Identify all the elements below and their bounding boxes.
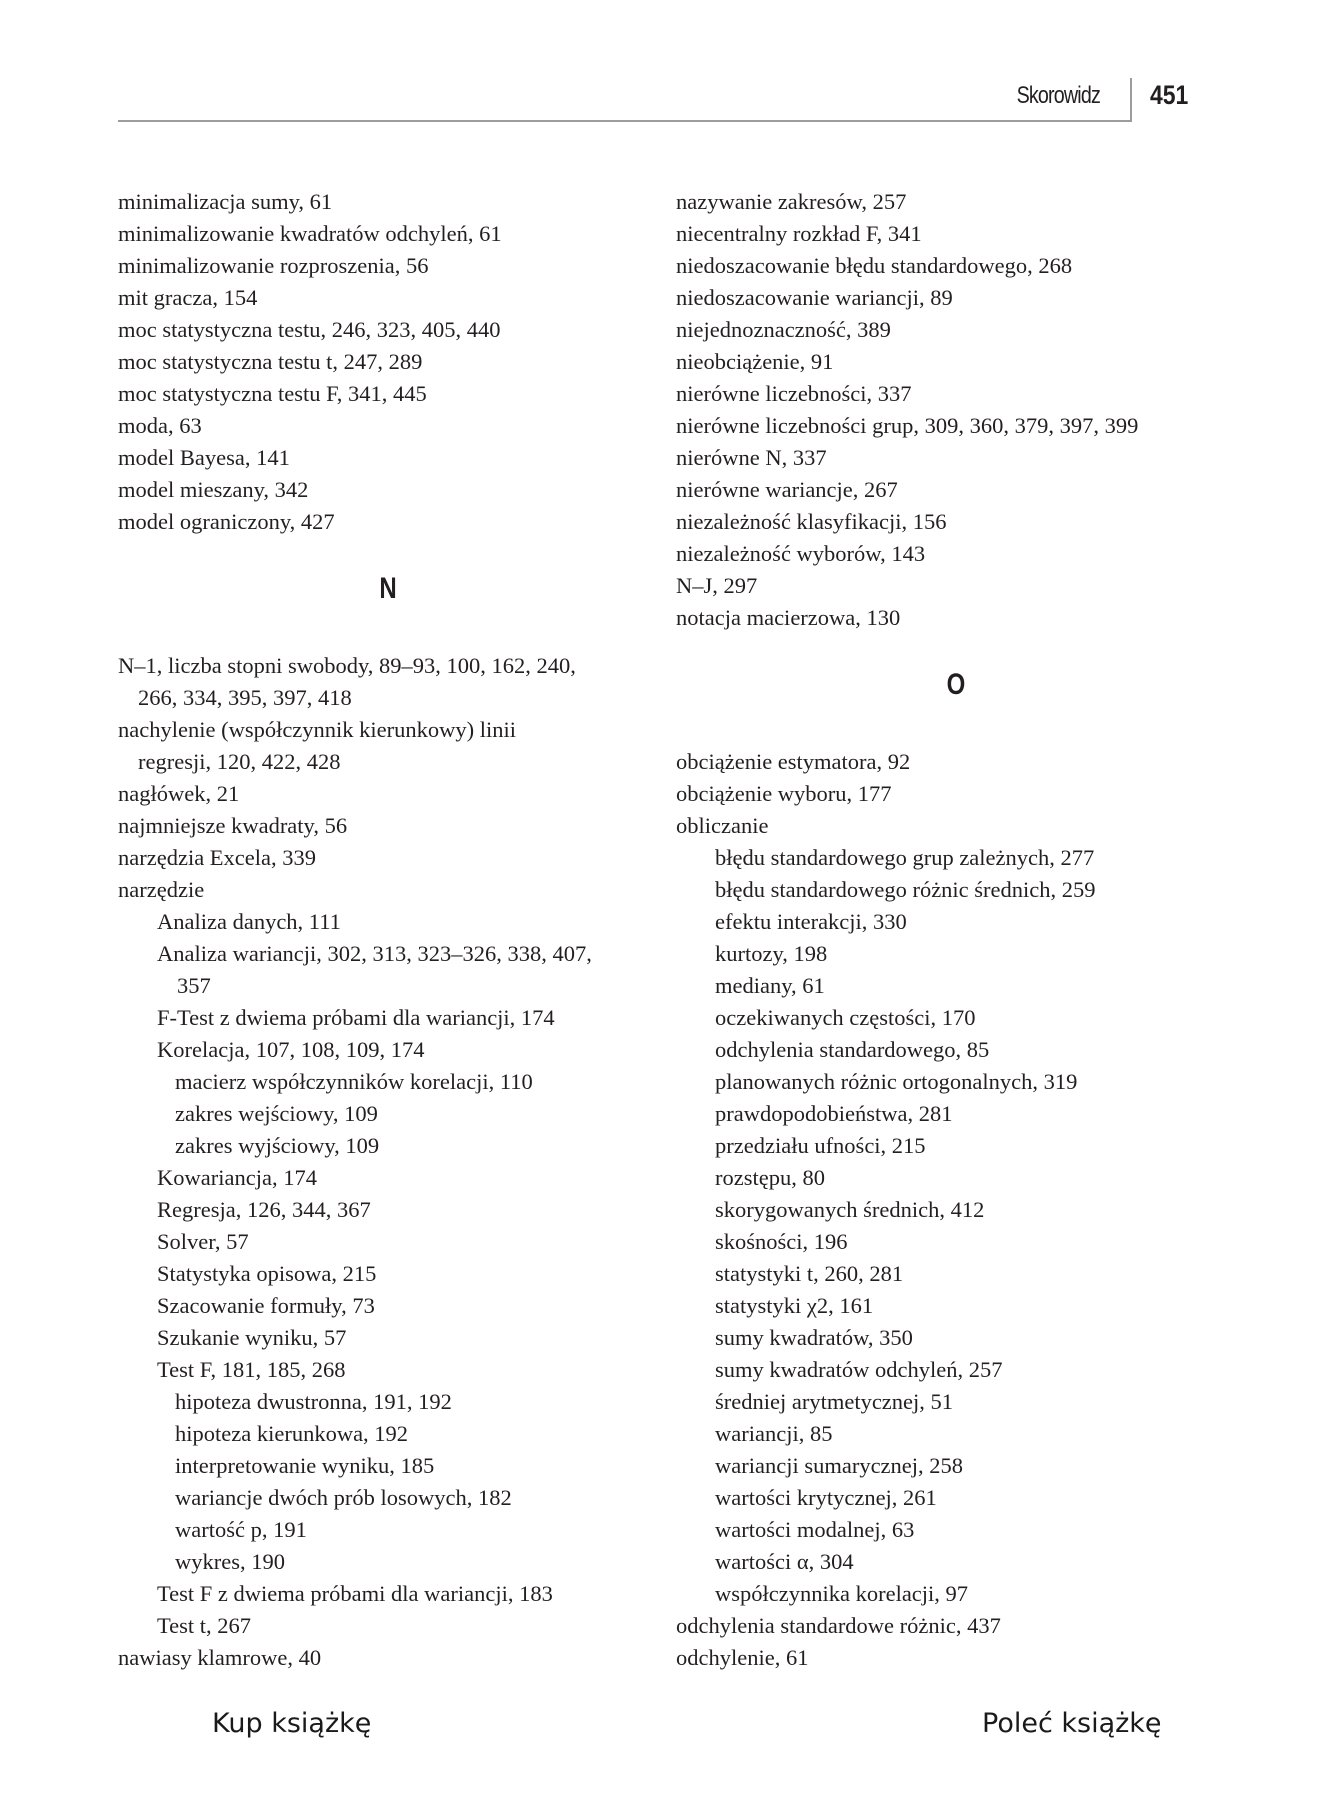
index-entry: N–1, liczba stopni swobody, 89–93, 100, 162, 240, [118, 653, 576, 678]
index-subentry: oczekiwanych częstości, 170 [715, 1005, 976, 1030]
index-subentry: Test t, 267 [157, 1613, 252, 1638]
index-subentry: średniej arytmetycznej, 51 [715, 1389, 954, 1414]
index-entry: narzędzie [118, 877, 205, 902]
index-entry: narzędzia Excela, 339 [118, 845, 317, 870]
index-subentry: mediany, 61 [715, 973, 825, 998]
index-subsubentry: macierz współczynników korelacji, 110 [175, 1069, 533, 1094]
index-subentry: sumy kwadratów odchyleń, 257 [715, 1357, 1003, 1382]
index-subsubentry: hipoteza dwustronna, 191, 192 [175, 1389, 452, 1414]
index-entry: moc statystyczna testu F, 341, 445 [118, 381, 427, 406]
index-subsubentry: zakres wejściowy, 109 [175, 1101, 378, 1126]
index-subentry: wartości krytycznej, 261 [715, 1485, 937, 1510]
index-subentry: Kowariancja, 174 [157, 1165, 317, 1190]
index-entry: niezależność wyborów, 143 [676, 541, 926, 566]
buy-book-link[interactable]: Kup książkę [212, 1708, 372, 1739]
index-subentry: skośności, 196 [715, 1229, 848, 1254]
index-entry: nawiasy klamrowe, 40 [118, 1645, 322, 1670]
page-number: 451 [1150, 80, 1189, 110]
index-entry: moda, 63 [118, 413, 202, 438]
section-letter-n: N [379, 572, 397, 605]
index-subentry: Solver, 57 [157, 1229, 249, 1254]
header-rule [118, 120, 1130, 122]
section-letter-o: O [946, 668, 966, 701]
index-entry: nieobciążenie, 91 [676, 349, 834, 374]
index-entry: niedoszacowanie wariancji, 89 [676, 285, 953, 310]
index-column-left [118, 186, 658, 1674]
index-subentry: Statystyka opisowa, 215 [157, 1261, 377, 1286]
index-subsubentry: wariancje dwóch prób losowych, 182 [175, 1485, 512, 1510]
index-entry: nierówne liczebności grup, 309, 360, 379, 397, 399 [676, 413, 1139, 438]
index-subentry: Test F, 181, 185, 268 [157, 1357, 346, 1382]
index-entry-continuation: regresji, 120, 422, 428 [138, 749, 341, 774]
index-subentry: odchylenia standardowego, 85 [715, 1037, 990, 1062]
index-subentry: wartości α, 304 [715, 1549, 854, 1574]
index-subentry: prawdopodobieństwa, 281 [715, 1101, 953, 1126]
running-head-section: Skorowidz [1016, 82, 1100, 109]
index-subentry: wariancji sumarycznej, 258 [715, 1453, 964, 1478]
index-subentry: Szukanie wyniku, 57 [157, 1325, 347, 1350]
index-entry: najmniejsze kwadraty, 56 [118, 813, 348, 838]
index-subentry: Regresja, 126, 344, 367 [157, 1197, 371, 1222]
index-subentry: skorygowanych średnich, 412 [715, 1197, 985, 1222]
index-entry: nierówne N, 337 [676, 445, 827, 470]
index-entry: moc statystyczna testu t, 247, 289 [118, 349, 423, 374]
index-entry: minimalizowanie rozproszenia, 56 [118, 253, 429, 278]
index-entry: nierówne wariancje, 267 [676, 477, 898, 502]
index-subentry: statystyki t, 260, 281 [715, 1261, 904, 1286]
index-entry: minimalizowanie kwadratów odchyleń, 61 [118, 221, 502, 246]
index-subentry: wartości modalnej, 63 [715, 1517, 915, 1542]
index-subentry: statystyki χ2, 161 [715, 1293, 874, 1318]
index-subentry: przedziału ufności, 215 [715, 1133, 926, 1158]
index-subentry: rozstępu, 80 [715, 1165, 825, 1190]
index-entry: moc statystyczna testu, 246, 323, 405, 440 [118, 317, 501, 342]
index-subentry: Szacowanie formuły, 73 [157, 1293, 375, 1318]
index-subentry: wariancji, 85 [715, 1421, 833, 1446]
index-entry: model ograniczony, 427 [118, 509, 335, 534]
index-subsubentry: interpretowanie wyniku, 185 [175, 1453, 435, 1478]
index-entry: obciążenie estymatora, 92 [676, 749, 911, 774]
index-subentry: Analiza danych, 111 [157, 909, 341, 934]
index-subentry: planowanych różnic ortogonalnych, 319 [715, 1069, 1078, 1094]
index-entry: odchylenie, 61 [676, 1645, 809, 1670]
index-subentry: błędu standardowego grup zależnych, 277 [715, 845, 1095, 870]
header-separator [1130, 78, 1132, 122]
index-entry: niezależność klasyfikacji, 156 [676, 509, 947, 534]
index-entry: niejednoznaczność, 389 [676, 317, 891, 342]
index-entry: nachylenie (współczynnik kierunkowy) linii [118, 717, 517, 742]
index-entry: nazywanie zakresów, 257 [676, 189, 907, 214]
index-entry: obliczanie [676, 813, 769, 838]
index-entry: minimalizacja sumy, 61 [118, 189, 333, 214]
index-subentry: efektu interakcji, 330 [715, 909, 907, 934]
index-subsubentry: hipoteza kierunkowa, 192 [175, 1421, 409, 1446]
index-subentry: F-Test z dwiema próbami dla wariancji, 174 [157, 1005, 555, 1030]
page-header [0, 0, 1339, 130]
index-subentry: błędu standardowego różnic średnich, 259 [715, 877, 1096, 902]
index-column-right [676, 186, 1236, 1674]
index-entry: model Bayesa, 141 [118, 445, 290, 470]
index-entry: nagłówek, 21 [118, 781, 240, 806]
index-subentry: sumy kwadratów, 350 [715, 1325, 913, 1350]
index-entry: N–J, 297 [676, 573, 758, 598]
index-entry: niedoszacowanie błędu standardowego, 268 [676, 253, 1073, 278]
recommend-book-link[interactable]: Poleć książkę [982, 1708, 1162, 1739]
index-entry: notacja macierzowa, 130 [676, 605, 901, 630]
index-entry-continuation: 266, 334, 395, 397, 418 [138, 685, 352, 710]
index-entry: nierówne liczebności, 337 [676, 381, 912, 406]
index-subentry-continuation: 357 [177, 973, 211, 998]
index-entry: mit gracza, 154 [118, 285, 258, 310]
index-subentry: Analiza wariancji, 302, 313, 323–326, 338, 407, [157, 941, 592, 966]
index-subsubentry: wartość p, 191 [175, 1517, 307, 1542]
index-subentry: Test F z dwiema próbami dla wariancji, 183 [157, 1581, 553, 1606]
index-subsubentry: wykres, 190 [175, 1549, 285, 1574]
index-subentry: współczynnika korelacji, 97 [715, 1581, 969, 1606]
index-entry: niecentralny rozkład F, 341 [676, 221, 922, 246]
index-entry: model mieszany, 342 [118, 477, 309, 502]
index-subentry: kurtozy, 198 [715, 941, 828, 966]
index-entry: odchylenia standardowe różnic, 437 [676, 1613, 1001, 1638]
index-entry: obciążenie wyboru, 177 [676, 781, 892, 806]
index-subentry: Korelacja, 107, 108, 109, 174 [157, 1037, 425, 1062]
index-subsubentry: zakres wyjściowy, 109 [175, 1133, 380, 1158]
